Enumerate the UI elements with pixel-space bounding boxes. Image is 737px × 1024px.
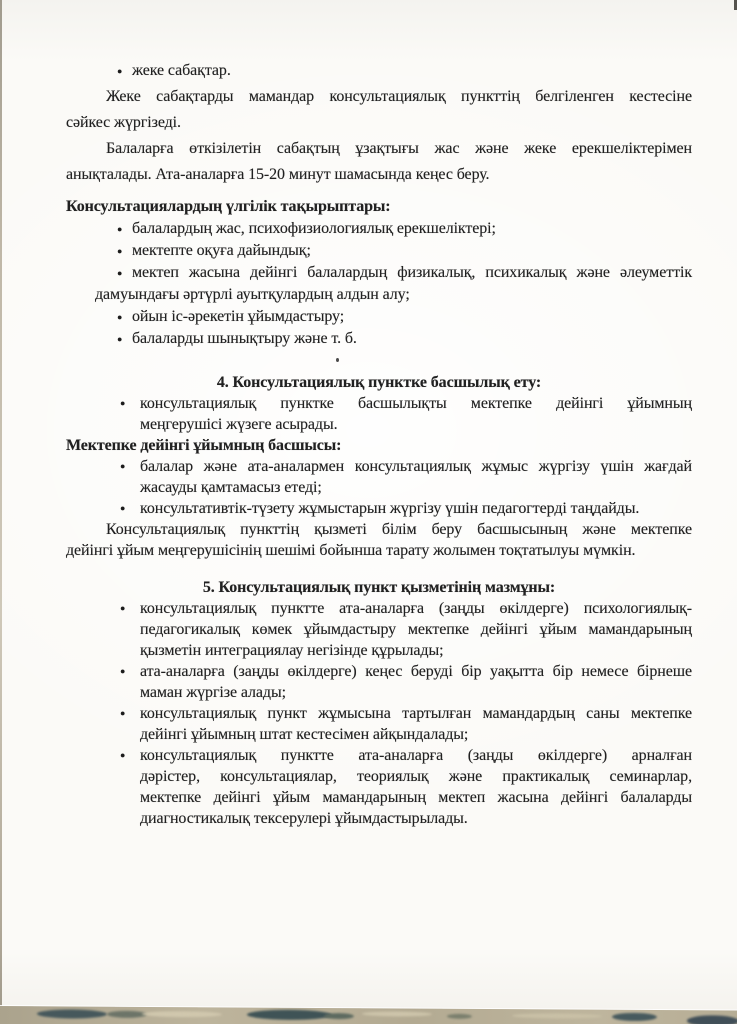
text-line: балалардың жас, психофизиологиялық ерекшеліктері; <box>132 220 496 237</box>
text-line: консультациялық пунктке басшылықты мектепке дейінгі ұйымның <box>140 395 692 412</box>
text-line: педагогикалық көмек ұйымдастыру мектепке дейінгі ұйым мамандарының <box>140 621 692 638</box>
text-line: сәйкес жүргізеді. <box>66 114 181 131</box>
list-item <box>66 745 692 829</box>
bullet-icon: ● <box>120 708 126 718</box>
text-line: Консультациялық пункттің қызметі білім беру басшысының және мектепке <box>106 521 692 538</box>
paragraph <box>66 84 692 136</box>
list-item <box>66 328 692 350</box>
list-item <box>66 703 692 745</box>
bullet-icon: ● <box>120 603 126 613</box>
list-item <box>66 262 692 306</box>
bullet-icon: ● <box>117 246 123 256</box>
scan-blob <box>612 1013 657 1021</box>
list-item <box>66 598 692 661</box>
text-line: консультативтік-түзету жұмыстарын жүргізу үшін педагогтерді таңдайды. <box>140 500 640 517</box>
bullet-icon: ● <box>120 750 126 760</box>
paragraph <box>66 136 692 188</box>
text-line: Балаларға өткізілетін сабақтың ұзақтығы жас және жеке ерекшеліктерімен <box>106 140 692 157</box>
text-line: дамуындағы әртүрлі ауытқулардың алдын алу; <box>95 286 410 303</box>
list-item <box>66 306 692 328</box>
text-line: анықталады. Ата-аналарға 15-20 минут шамасында кеңес беру. <box>66 166 490 183</box>
text-line: маман жүргізе алады; <box>140 684 286 701</box>
text-line: жеке сабақтар. <box>132 62 231 79</box>
list-item <box>66 58 692 84</box>
bullet-icon: ● <box>117 66 123 76</box>
text-line: диагностикалық тексерулері ұйымдастырылады. <box>140 810 468 827</box>
text-line: меңгерушісі жүзеге асырады. <box>140 416 338 433</box>
scanner-background-strip <box>0 1006 737 1024</box>
text-line: қызметін интеграциялау негізінде құрылады; <box>140 642 444 659</box>
text-line: мектепте оқуға дайындық; <box>132 242 311 259</box>
bullet-icon: ● <box>117 312 123 322</box>
heading-line: Консультациялардың үлгілік тақырыптары: <box>66 198 391 215</box>
heading-line: 4. Консультациялық пунктке басшылық ету: <box>216 374 542 391</box>
section-heading <box>66 435 692 456</box>
section-heading <box>66 196 692 218</box>
bullet-icon: ● <box>120 398 126 408</box>
heading-line: Мектепке дейінгі ұйымның басшысы: <box>66 437 342 454</box>
list-item <box>66 240 692 262</box>
text-line: ата-аналарға (заңды өкілдерге) кеңес беруді бір уақытта бір немесе бірнеше <box>140 663 692 680</box>
section-heading <box>66 372 692 393</box>
stray-dot-artifact <box>336 358 339 362</box>
document-content <box>66 58 692 829</box>
text-line: консультациялық пунктте ата-аналарға (заңды өкілдерге) арналған <box>140 747 692 764</box>
text-line: дәрістер, консультациялар, теориялық және практикалық семинарлар, <box>140 768 692 785</box>
list-item <box>66 456 692 498</box>
bullet-icon: ● <box>117 268 123 278</box>
bullet-icon: ● <box>117 334 123 344</box>
bullet-icon: ● <box>120 503 126 513</box>
text-line: дейінгі ұйымның штат кестесімен айқындалады; <box>140 726 469 743</box>
bullet-icon: ● <box>120 666 126 676</box>
text-line: Жеке сабақтарды мамандар консультациялық пункттің белгіленген кестесіне <box>106 88 692 105</box>
text-line: консультациялық пункт жұмысына тартылған мамандардың саны мектепке <box>140 705 692 722</box>
paragraph <box>66 519 692 561</box>
text-line: балалар және ата-аналармен консультациялық жұмыс жүргізу үшін жағдай <box>140 458 692 475</box>
text-line: мектеп жасына дейінгі балалардың физикалық, психикалық және әлеуметтік <box>132 264 692 281</box>
scan-speckle <box>142 1011 222 1017</box>
text-line: консультациялық пунктте ата-аналарға (заңды өкілдерге) психологиялық- <box>140 600 692 617</box>
scan-blob <box>107 1011 147 1018</box>
text-line: ойын іс-әрекетін ұйымдастыру; <box>132 308 345 325</box>
heading-line: 5. Консультациялық пункт қызметінің мазмұны: <box>202 579 556 596</box>
scan-blob <box>687 1015 737 1024</box>
list-item <box>66 393 692 435</box>
list-item <box>66 498 692 519</box>
bullet-icon: ● <box>117 224 123 234</box>
text-line: жасауды қамтамасыз етеді; <box>140 479 322 496</box>
scan-blob <box>447 1014 472 1019</box>
scan-left-edge <box>0 0 2 1024</box>
scan-speckle <box>362 1011 432 1016</box>
text-line: дейінгі ұйым меңгерушісінің шешімі бойынша тарату жолымен тоқтатылуы мүмкін. <box>66 542 636 559</box>
scan-blob <box>247 1010 332 1021</box>
scan-blob <box>37 1009 107 1018</box>
list-item <box>66 218 692 240</box>
scan-speckle <box>512 1013 602 1019</box>
text-line: балаларды шынықтыру және т. б. <box>132 330 357 347</box>
text-line: мектепке дейінгі ұйым мамандарының мектеп жасына дейінгі балаларды <box>140 789 692 806</box>
bullet-icon: ● <box>120 461 126 471</box>
list-item <box>66 661 692 703</box>
section-heading <box>66 577 692 598</box>
scan-blob <box>324 1013 354 1019</box>
